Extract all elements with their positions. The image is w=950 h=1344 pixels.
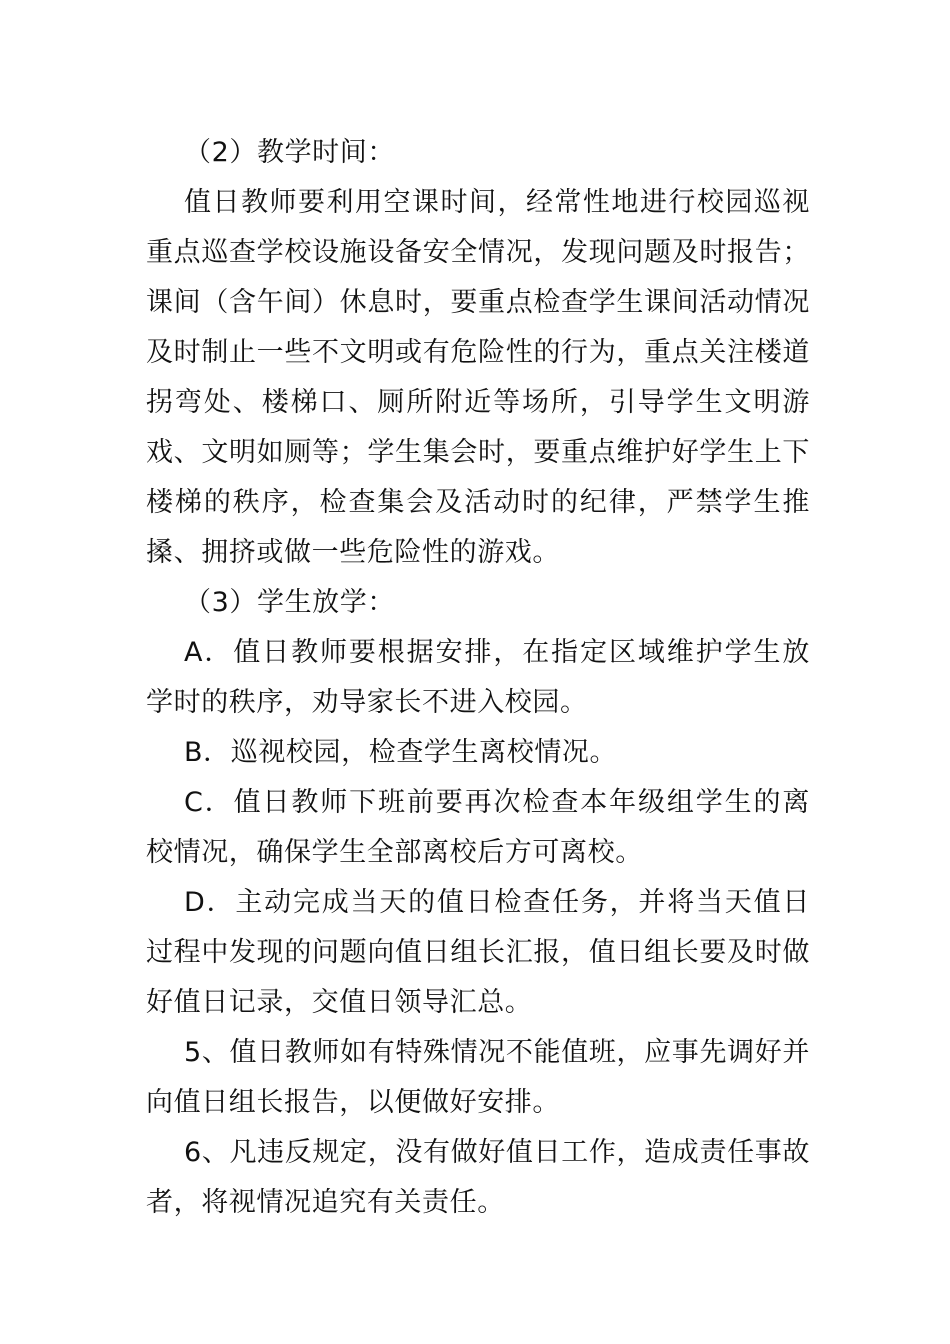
paragraph-rule-5: 5、值日教师如有特殊情况不能值班，应事先调好并向值日组长报告，以便做好安排。 bbox=[146, 1037, 810, 1118]
paragraph-item-c: C．值日教师下班前要再次检查本年级组学生的离校情况，确保学生全部离校后方可离校。 bbox=[146, 787, 810, 868]
section-heading-dismissal: （3）学生放学： bbox=[184, 587, 395, 618]
paragraph-rule-6: 6、凡违反规定，没有做好值日工作，造成责任事故者，将视情况追究有关责任。 bbox=[146, 1137, 810, 1218]
paragraph-item-a: A．值日教师要根据安排，在指定区域维护学生放学时的秩序，劝导家长不进入校园。 bbox=[146, 637, 810, 718]
section-heading-teaching-time: （2）教学时间： bbox=[184, 137, 395, 168]
paragraph-item-d: D．主动完成当天的值日检查任务，并将当天值日过程中发现的问题向值日组长汇报，值日组长要及时做好值日记录，交值日领导汇总。 bbox=[146, 887, 810, 1018]
paragraph-teaching-time: 值日教师要利用空课时间，经常性地进行校园巡视重点巡查学校设施设备安全情况，发现问题及时报告；课间（含午间）休息时，要重点检查学生课间活动情况及时制止一些不文明或有危险性的行为，重点关注楼道拐弯处、楼梯口、厕所附近等场所，引导学生文明游戏、文明如厕等；学生集会时，要重点维护好学生上下楼梯的秩序，检查集会及活动时的纪律，严禁学生推搡、拥挤或做一些危险性的游戏。 bbox=[146, 187, 810, 568]
paragraph-item-b: B．巡视校园，检查学生离校情况。 bbox=[184, 737, 618, 768]
document-body bbox=[146, 128, 810, 1228]
